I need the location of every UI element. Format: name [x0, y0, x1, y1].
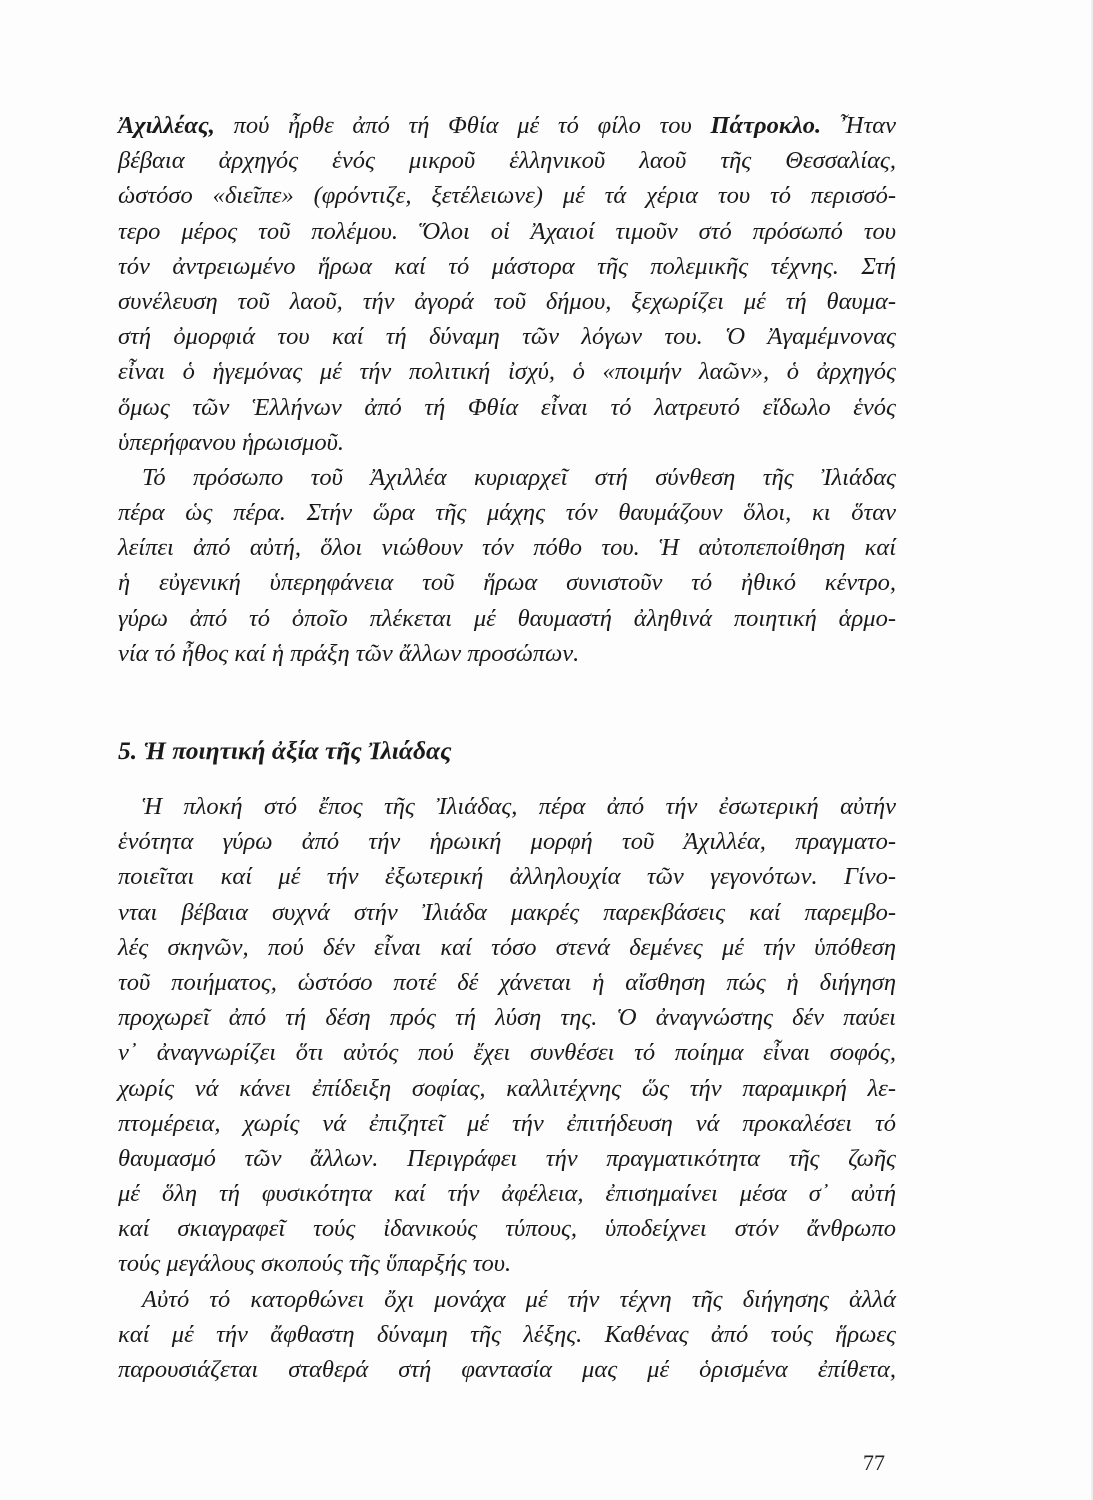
text-line: ὡστόσο «διεῖπε» (φρόντιζε, ξετέλειωνε) μέ τά χέρια του τό περισσό-	[118, 182, 896, 210]
text-line: Αὐτό τό κατορθώνει ὄχι μονάχα μέ τήν τέχνη τῆς διήγησης ἀλλά	[142, 1285, 896, 1313]
section-heading: 5. Ἡ ποιητική ἀξία τῆς Ἰλιάδας	[118, 736, 452, 765]
paragraph-1	[118, 108, 896, 460]
text-line: εἶναι ὁ ἡγεμόνας μέ τήν πολιτική ἰσχύ, ὁ «ποιμήν λαῶν», ὁ ἀρχηγός	[118, 358, 896, 386]
text-line: νία τό ἦθος καί ἡ πράξη τῶν ἄλλων προσώπων.	[118, 639, 580, 667]
paragraph-3	[118, 789, 896, 1282]
text-line	[118, 108, 896, 143]
text-line: ὑπερήφανου ἡρωισμοῦ.	[118, 428, 345, 456]
text-line: προχωρεῖ ἀπό τή δέση πρός τή λύση της. Ὁ ἀναγνώστης δέν παύει	[118, 1004, 896, 1032]
text-line: γύρω ἀπό τό ὁποῖο πλέκεται μέ θαυμαστή ἀληθινά ποιητική ἁρμο-	[118, 604, 896, 632]
text-line: παρουσιάζεται σταθερά στή φαντασία μας μέ ὁρισμένα ἐπίθετα,	[118, 1356, 896, 1383]
text-line: τερο μέρος τοῦ πολέμου. Ὅλοι οἱ Ἀχαιοί τιμοῦν στό πρόσωπό του	[118, 217, 896, 245]
text-line: καί σκιαγραφεῖ τούς ἰδανικούς τύπους, ὑποδείχνει στόν ἄνθρωπο	[118, 1215, 896, 1243]
text-line: θαυμασμό τῶν ἄλλων. Περιγράφει τήν πραγματικότητα τῆς ζωῆς	[118, 1144, 896, 1172]
text-line: πτομέρεια, χωρίς νά ἐπιζητεῖ μέ τήν ἐπιτήδευση νά προκαλέσει τό	[118, 1109, 896, 1137]
text-line: νται βέβαια συχνά στήν Ἰλιάδα μακρές παρεκβάσεις καί παρεμβο-	[118, 898, 896, 926]
text-line: Ἡ πλοκή στό ἔπος τῆς Ἰλιάδας, πέρα ἀπό τήν ἐσωτερική αὐτήν	[142, 793, 896, 820]
text-line: στή ὀμορφιά του καί τή δύναμη τῶν λόγων του. Ὁ Ἀγαμέμνονας	[118, 323, 896, 351]
bold-name-patroclus: Πάτροκλο.	[710, 112, 822, 139]
text-line: βέβαια ἀρχηγός ἑνός μικροῦ ἑλληνικοῦ λαοῦ τῆς Θεσσαλίας,	[118, 147, 896, 175]
text-line: λές σκηνῶν, πού δέν εἶναι καί τόσο στενά δεμένες μέ τήν ὑπόθεση	[118, 933, 896, 961]
bold-name-achilles: Ἀχιλλέας,	[118, 112, 215, 139]
paragraph-4	[118, 1282, 896, 1388]
text-line: πέρα ὡς πέρα. Στήν ὥρα τῆς μάχης τόν θαυμάζουν ὅλοι, κι ὅταν	[118, 499, 896, 527]
text-line: ποιεῖται καί μέ τήν ἐξωτερική ἀλληλουχία τῶν γεγονότων. Γίνο-	[118, 863, 896, 891]
text-line: λείπει ἀπό αὐτή, ὅλοι νιώθουν τόν πόθο του. Ἡ αὐτοπεποίθηση καί	[118, 534, 896, 562]
text-line: μέ ὅλη τή φυσικότητα καί τήν ἀφέλεια, ἐπισημαίνει μέσα σ᾿ αὐτή	[118, 1180, 896, 1208]
line-text: Ἦταν	[821, 112, 896, 139]
text-line: ἑνότητα γύρω ἀπό τήν ἡρωική μορφή τοῦ Ἀχιλλέα, πραγματο-	[118, 828, 896, 856]
text-line: τόν ἀντρειωμένο ἥρωα καί τό μάστορα τῆς πολεμικῆς τέχνης. Στή	[118, 252, 896, 280]
text-line: χωρίς νά κάνει ἐπίδειξη σοφίας, καλλιτέχνης ὥς τήν παραμικρή λε-	[118, 1074, 896, 1102]
line-text: πού ἦρθε ἀπό τή Φθία μέ τό φίλο του	[214, 112, 711, 139]
text-line: τοῦ ποιήματος, ὡστόσο ποτέ δέ χάνεται ἡ αἴσθηση πώς ἡ διήγηση	[118, 968, 896, 996]
text-line: καί μέ τήν ἄφθαστη δύναμη τῆς λέξης. Καθένας ἀπό τούς ἥρωες	[118, 1320, 896, 1348]
text-line: συνέλευση τοῦ λαοῦ, τήν ἀγορά τοῦ δήμου, ξεχωρίζει μέ τή θαυμα-	[118, 287, 896, 315]
body-text	[118, 108, 896, 1387]
text-line: ν᾿ ἀναγνωρίζει ὅτι αὐτός πού ἔχει συνθέσει τό ποίημα εἶναι σοφός,	[118, 1039, 896, 1067]
text-line: Τό πρόσωπο τοῦ Ἀχιλλέα κυριαρχεῖ στή σύνθεση τῆς Ἰλιάδας	[142, 463, 896, 491]
paragraph-2	[118, 460, 896, 671]
text-line: ἡ εὐγενική ὑπερηφάνεια τοῦ ἥρωα συνιστοῦν τό ἠθικό κέντρο,	[118, 569, 896, 597]
text-line: τούς μεγάλους σκοπούς τῆς ὕπαρξής του.	[118, 1250, 512, 1278]
text-line: ὅμως τῶν Ἑλλήνων ἀπό τή Φθία εἶναι τό λατρευτό εἴδωλο ἑνός	[118, 393, 896, 421]
page-number: 77	[863, 1450, 885, 1475]
